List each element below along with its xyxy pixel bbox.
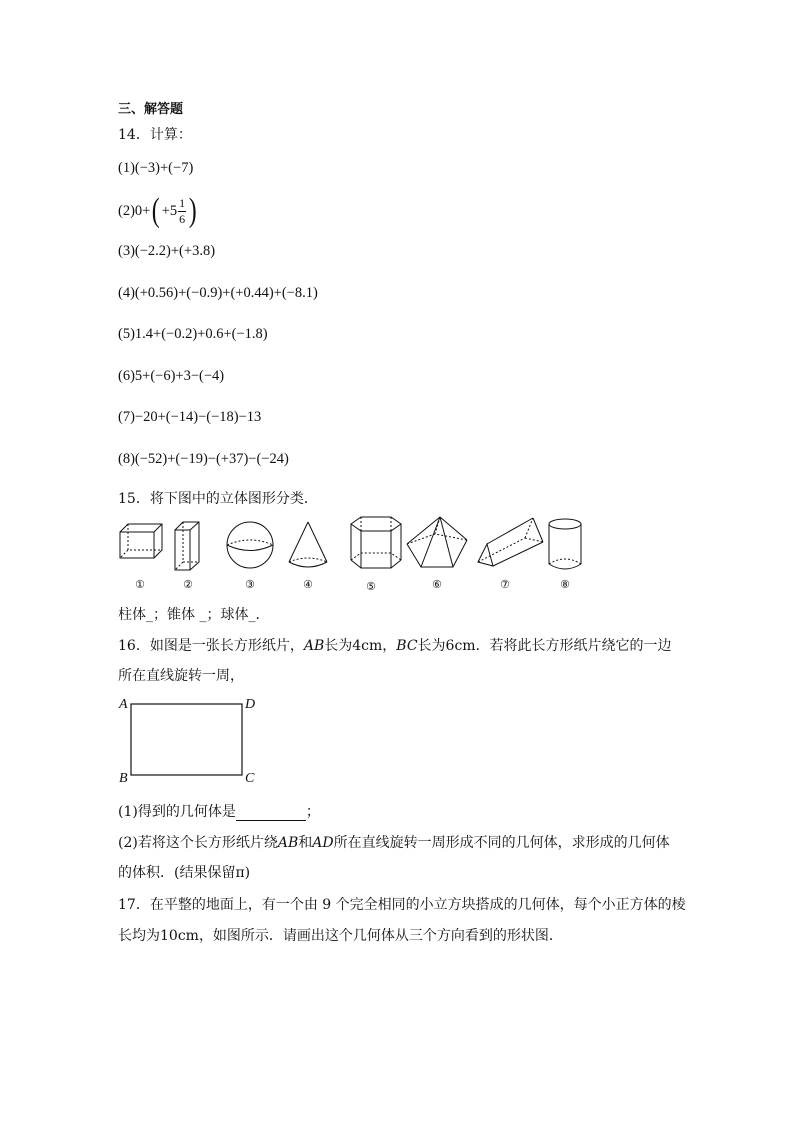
label-7: ⑦ bbox=[500, 578, 510, 591]
q17-line1: 17．在平整的地面上，有一个由 9 个完全相同的小立方块搭成的几何体，每个小正方体的棱 bbox=[118, 897, 686, 913]
q16-stem-line2: 所在直线旋转一周， bbox=[118, 668, 244, 684]
vertex-c: C bbox=[245, 771, 255, 786]
expression: −20+(−14)−(−18)−13 bbox=[134, 409, 262, 425]
item-number: (3) bbox=[118, 243, 135, 259]
q16-sub2-line1: (2)若将这个长方形纸片绕AB和AD所在直线旋转一周形成不同的几何体，求形成的几何体 bbox=[118, 835, 670, 851]
solids-figure bbox=[115, 512, 595, 594]
expression: (+0.56)+(−0.9)+(+0.44)+(−8.1) bbox=[134, 285, 318, 301]
item-number: (7) bbox=[118, 409, 135, 425]
pyramid-shape bbox=[407, 517, 467, 567]
right-paren: ) bbox=[188, 192, 197, 229]
item-number: (1) bbox=[118, 160, 135, 176]
q14-item-1 bbox=[118, 160, 193, 177]
label-2: ② bbox=[183, 578, 193, 591]
rectangle-figure bbox=[115, 694, 265, 786]
triangular-prism-shape bbox=[478, 518, 543, 566]
left-paren: ( bbox=[152, 192, 160, 229]
q14-item-8 bbox=[118, 451, 289, 468]
cuboid-shape bbox=[175, 522, 199, 570]
label-8: ⑧ bbox=[560, 578, 570, 591]
expression: (−52)+(−19)−(+37)−(−24) bbox=[134, 451, 289, 467]
expression: 0+ bbox=[134, 202, 151, 219]
fraction bbox=[178, 197, 186, 225]
mixed-whole: +5 bbox=[161, 202, 178, 219]
item-number: (5) bbox=[118, 326, 135, 342]
q15-answer-line: 柱体_；锥体 _；球体_． bbox=[118, 607, 270, 623]
q14-item-7 bbox=[118, 409, 261, 426]
label-5: ⑤ bbox=[366, 580, 376, 593]
vertex-d: D bbox=[245, 697, 256, 712]
q14-stem: 14．计算： bbox=[118, 127, 192, 143]
cone-shape bbox=[289, 522, 327, 567]
q16-stem-line1: 16．如图是一张长方形纸片，AB长为4cm，BC长为6cm．若将此长方形纸片绕它的一边 bbox=[118, 638, 672, 654]
item-number: (4) bbox=[118, 285, 135, 301]
q14-item-3 bbox=[118, 243, 215, 260]
q15-stem: 15．将下图中的立体图形分类． bbox=[118, 491, 318, 507]
expression: 5+(−6)+3−(−4) bbox=[134, 368, 225, 384]
section-title: 三、解答题 bbox=[118, 102, 184, 117]
item-number: (2) bbox=[118, 202, 135, 219]
cube-shape bbox=[120, 524, 162, 558]
hexagonal-prism-shape bbox=[351, 517, 401, 568]
q14-item-6 bbox=[118, 368, 224, 385]
sphere-shape bbox=[227, 522, 273, 568]
q17-line2: 长均为10cm，如图所示．请画出这个几何体从三个方向看到的形状图． bbox=[118, 928, 563, 944]
label-1: ① bbox=[135, 578, 145, 591]
q14-item-2 bbox=[118, 194, 198, 228]
fraction-numerator: 1 bbox=[179, 195, 186, 210]
expression: (−2.2)+(+3.8) bbox=[134, 243, 216, 259]
expression: 1.4+(−0.2)+0.6+(−1.8) bbox=[134, 326, 268, 342]
fraction-denominator: 6 bbox=[179, 211, 186, 226]
item-number: (6) bbox=[118, 368, 135, 384]
label-3: ③ bbox=[245, 578, 255, 591]
item-number: (8) bbox=[118, 451, 135, 467]
cylinder-shape bbox=[549, 519, 581, 569]
vertex-a: A bbox=[119, 697, 128, 712]
expression: (−3)+(−7) bbox=[134, 160, 194, 176]
q14-item-5 bbox=[118, 326, 268, 343]
label-4: ④ bbox=[303, 578, 313, 591]
answer-blank[interactable] bbox=[236, 806, 306, 821]
q16-sub1: (1)得到的几何体是 ； bbox=[118, 804, 320, 820]
q16-sub2-line2: 的体积．(结果保留π) bbox=[118, 865, 251, 881]
q14-item-4 bbox=[118, 285, 318, 302]
vertex-b: B bbox=[119, 771, 128, 786]
label-6: ⑥ bbox=[432, 578, 442, 591]
